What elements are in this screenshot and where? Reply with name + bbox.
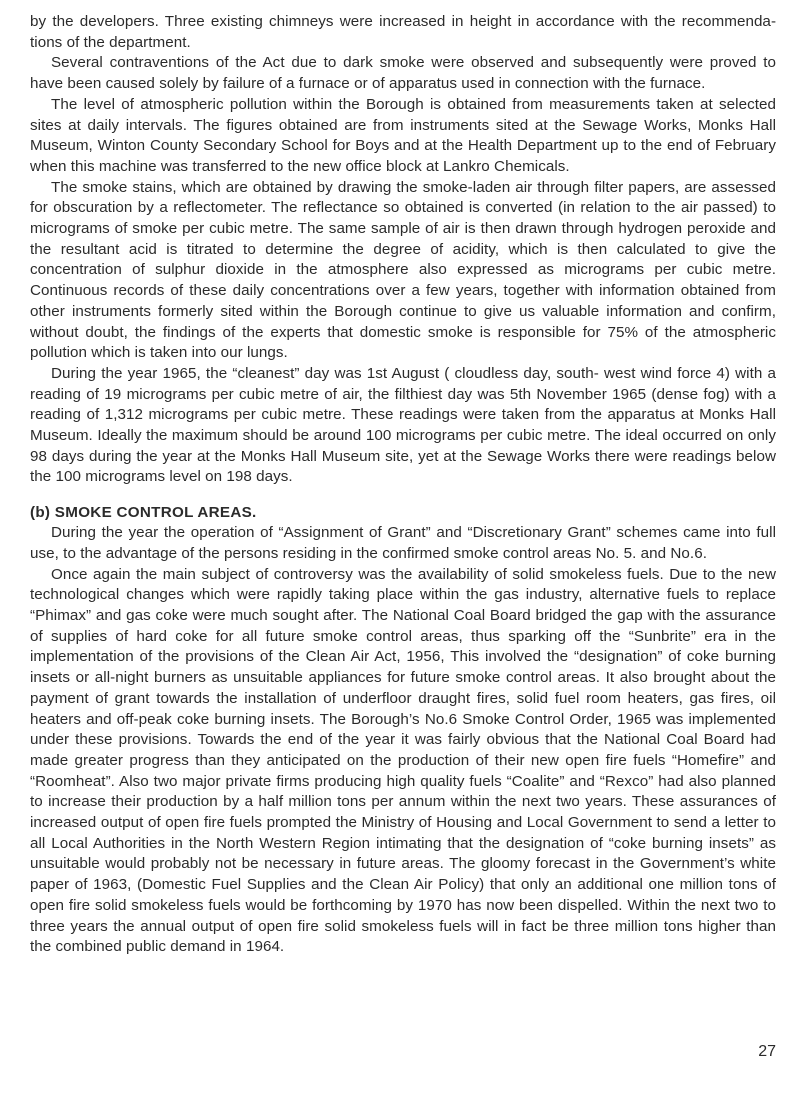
section-heading: (b) SMOKE CONTROL AREAS. bbox=[30, 504, 257, 522]
document-page bbox=[30, 12, 776, 958]
paragraph-year-readings: During the year 1965, the “cleanest” day was 1st August ( cloudless day, south- west wind force 4) with a reading of 19 micrograms per cubic metre of air, the filthiest day was 5th November 1965 (dense fog) with a reading of 1,312 micrograms per cubic metre. These readings were taken from the apparatus at Monks Hall Museum. Ideally the maximum should be around 100 micrograms per cubic metre. The ideal occurred on only 98 days during the year at the Monks Hall Museum site, yet at the Sewage Works there were readings below the 100 micrograms level on 198 days. bbox=[30, 364, 776, 486]
paragraph-chimneys: by the developers. Three existing chimneys were increased in height in accordance with the recommendations of the department. bbox=[30, 13, 776, 51]
paragraph-grant-schemes: During the year the operation of “Assignment of Grant” and “Discretionary Grant” schemes came into full use, to the advantage of the persons residing in the confirmed smoke control areas No. 5. and No.6. bbox=[30, 524, 776, 562]
page-number: 27 bbox=[758, 1043, 776, 1060]
paragraph-smokeless-fuels: Once again the main subject of controversy was the availability of solid smokeless fuels. Due to the new technological changes which were rapidly taking place within the gas industry, alternative fuels to replace “Phimax” and gas coke were much sought after. The National Coal Board bridged the gap with the assurance of supplies of hard coke for all future smoke control areas, thus sparking off the “Sunbrite” era in the implementation of the provisions of the Clean Air Act, 1956, This involved the “designation” of coke burning insets or all-night burners as unsuitable appliances for future smoke control areas. It also brought about the payment of grant towards the installation of underfloor draught fires, solid fuel room heaters, gas fires, oil heaters and off-peak coke burning insets. The Borough’s No.6 Smoke Control Order, 1965 was implemented under these provisions. Towards the end of the year it was fairly obvious that the National Coal Board had made greater progress than they anticipated on the production of their new open fire fuels “Homefire” and “Roomheat”. Also two major private firms producing high quality fuels “Coalite” and “Rexco” had also planned to increase their production by a half million tons per annum within the next two years. These assurances of increased output of open fire fuels prompted the Ministry of Housing and Local Government to send a letter to all Local Authorities in the North Western Region intimating that the designation of “coke burning insets” as unsuitable would probably not be necessary in future areas. The gloomy forecast in the Government’s white paper of 1963, (Domestic Fuel Supplies and the Clean Air Policy) that only an additional one million tons of open fire solid smokeless fuels would be forthcoming by 1970 has now been dispelled. Within the next two to three years the annual output of open fire solid smokeless fuels will in fact be three million tons higher than the combined public demand in 1964. bbox=[30, 565, 776, 956]
paragraph-pollution-level: The level of atmospheric pollution within the Borough is obtained from measurements taken at selected sites at daily intervals. The figures obtained are from instruments sited at the Sewage Works, Monks Hall Museum, Winton County Secondary School for Boys and at the Health Department up to the end of February when this machine was transferred to the new office block at Lankro Chemicals. bbox=[30, 95, 776, 175]
paragraph-smoke-stains: The smoke stains, which are obtained by drawing the smoke-laden air through filter papers, are assessed for obscuration by a reflectometer. The reflectance so obtained is converted (in relation to the air passed) to micrograms of smoke per cubic metre. The same sample of air is then drawn through hydrogen peroxide and the resultant acid is titrated to determine the degree of acidity, which is then calculated to give the concentration of sulphur dioxide in the atmosphere also expressed as micrograms per cubic metre. Continuous records of these daily concentrations over a few years, together with information obtained from other instruments formerly sited within the Borough continue to give us valuable information and confirm, without doubt, the findings of the experts that domestic smoke is responsible for 75% of the atmospheric pollution which is taken into our lungs. bbox=[30, 178, 776, 362]
paragraph-contraventions: Several contraventions of the Act due to dark smoke were observed and subsequently were proved to have been caused solely by failure of a furnace or of apparatus used in connection with the furnace. bbox=[30, 54, 776, 93]
